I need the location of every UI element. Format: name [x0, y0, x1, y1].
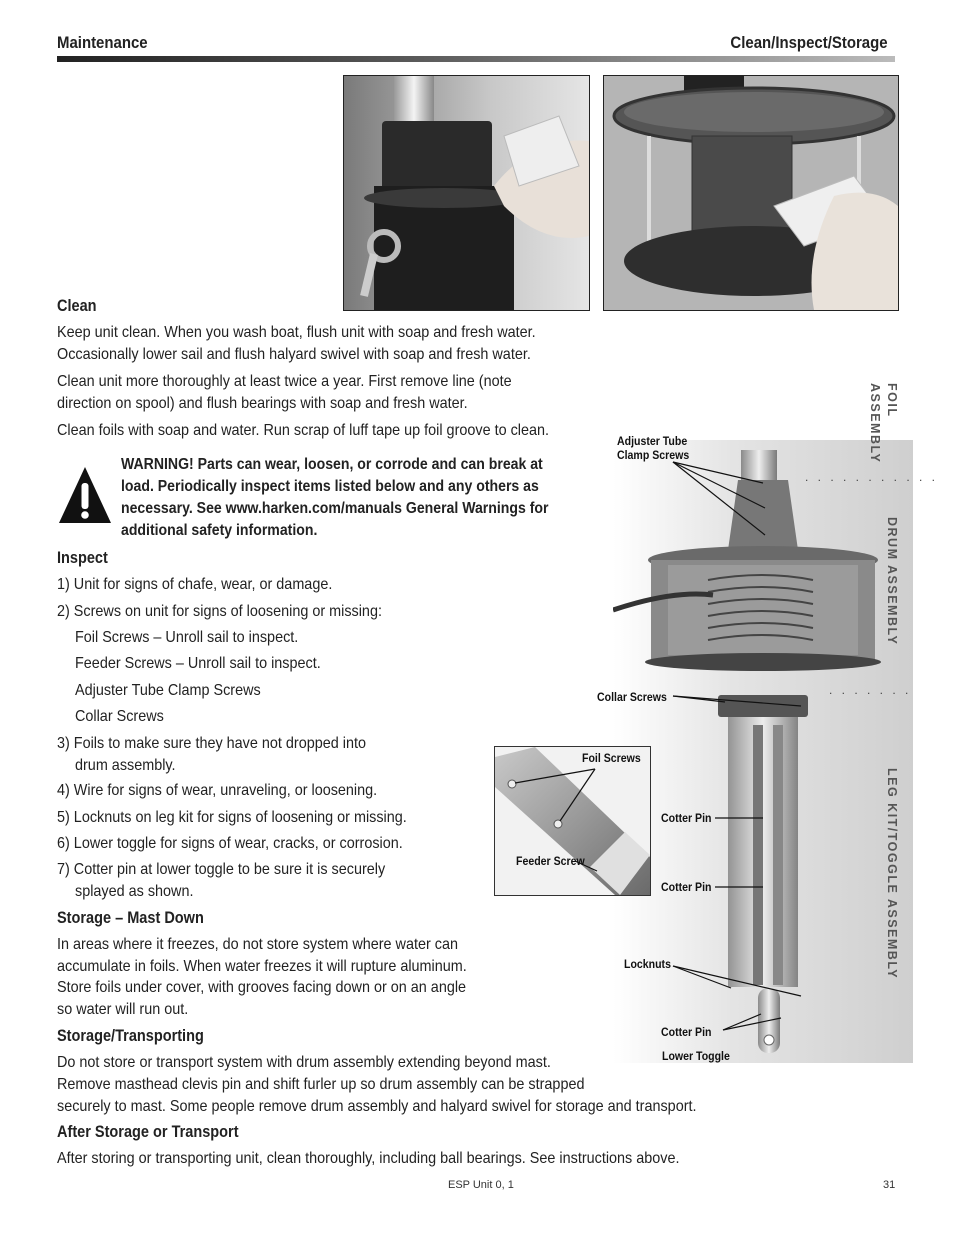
inspect-line-4: 4) Wire for signs of wear, unraveling, or loosening.: [57, 782, 378, 799]
inspect-heading: Inspect: [57, 549, 108, 567]
inspect-line-3b: drum assembly.: [75, 757, 176, 774]
label-foil-screws: Foil Screws: [582, 751, 641, 765]
inspect-line-2: 2) Screws on unit for signs of loosening or missing:: [57, 603, 382, 620]
clean-line-1: Keep unit clean. When you wash boat, flush unit with soap and fresh water.: [57, 324, 536, 341]
warning-triangle-icon: [57, 465, 113, 525]
inset-foil-screws: [494, 746, 651, 896]
divider-dots-2: . . . . . . .: [829, 683, 912, 697]
after-storage-heading: After Storage or Transport: [57, 1123, 239, 1141]
inspect-sub-collar: Collar Screws: [75, 708, 164, 725]
storage-down-heading: Storage – Mast Down: [57, 909, 204, 927]
footer-model: ESP Unit 0, 1: [448, 1179, 514, 1191]
label-locknuts: Locknuts: [624, 957, 671, 971]
storage-transport-line-3: securely to mast. Some people remove drum assembly and halyard swivel for storage and transport.: [57, 1098, 697, 1115]
photo-lubricating-foil-bearing: [343, 75, 590, 311]
inspect-line-1: 1) Unit for signs of chafe, wear, or damage.: [57, 576, 333, 593]
storage-down-line-2: accumulate in foils. When water freezes it will rupture aluminum.: [57, 958, 467, 975]
inspect-line-3a: 3) Foils to make sure they have not dropped into: [57, 735, 366, 752]
photo-lubricating-drum-bearing: [603, 75, 899, 311]
storage-down-line-1: In areas where it freezes, do not store system where water can: [57, 936, 458, 953]
inspect-line-7a: 7) Cotter pin at lower toggle to be sure it is securely: [57, 861, 386, 878]
clean-heading: Clean: [57, 297, 97, 315]
label-cotter-pin-upper: Cotter Pin: [661, 811, 712, 825]
label-adjuster-tube: Adjuster Tube: [617, 434, 688, 448]
after-storage-line: After storing or transporting unit, clean thoroughly, including ball bearings. See instructions above.: [57, 1150, 680, 1167]
inspect-sub-adjuster: Adjuster Tube Clamp Screws: [75, 682, 261, 699]
storage-down-line-3: Store foils under cover, with grooves facing down or on an angle: [57, 979, 467, 996]
divider-dots-1: . . . . . . . . . . .: [805, 470, 939, 484]
warning-line-2: load. Periodically inspect items listed below and any others as: [121, 478, 539, 495]
storage-transport-heading: Storage/Transporting: [57, 1027, 204, 1045]
label-lower-toggle: Lower Toggle: [662, 1049, 730, 1063]
clean-line-2: Occasionally lower sail and flush halyard swivel with soap and fresh water.: [57, 346, 531, 363]
warning-line-1: WARNING! Parts can wear, loosen, or corrode and can break at: [121, 456, 543, 473]
inspect-sub-foil: Foil Screws – Unroll sail to inspect.: [75, 629, 299, 646]
storage-transport-line-1: Do not store or transport system with drum assembly extending beyond mast.: [57, 1054, 551, 1071]
page-topic: Clean/Inspect/Storage: [730, 33, 888, 52]
side-label-assembly: ASSEMBLY: [868, 383, 882, 464]
section-title: Maintenance: [57, 33, 148, 52]
side-label-drum: DRUM ASSEMBLY: [885, 517, 899, 646]
inspect-sub-feeder: Feeder Screws – Unroll sail to inspect.: [75, 655, 321, 672]
warning-line-4: additional safety information.: [121, 522, 318, 539]
warning-line-3: necessary. See www.harken.com/manuals General Warnings for: [121, 500, 549, 517]
clean-line-5: Clean foils with soap and water. Run scrap of luff tape up foil groove to clean.: [57, 422, 550, 439]
label-feeder-screw: Feeder Screw: [516, 854, 585, 868]
clean-line-3: Clean unit more thoroughly at least twice a year. First remove line (note: [57, 373, 512, 390]
side-label-foil: FOIL: [885, 383, 899, 418]
inspect-line-6: 6) Lower toggle for signs of wear, cracks, or corrosion.: [57, 835, 403, 852]
page-number: 31: [883, 1179, 896, 1191]
inspect-line-7b: splayed as shown.: [75, 883, 194, 900]
label-clamp-screws: Clamp Screws: [617, 448, 690, 462]
side-label-leg-kit: LEG KIT/TOGGLE ASSEMBLY: [885, 768, 899, 980]
label-cotter-pin-middle: Cotter Pin: [661, 880, 712, 894]
label-collar-screws: Collar Screws: [597, 690, 667, 704]
storage-down-line-4: so water will run out.: [57, 1001, 189, 1018]
header-rule: [57, 56, 895, 62]
clean-line-4: direction on spool) and flush bearings with soap and fresh water.: [57, 395, 468, 412]
label-cotter-pin-lower: Cotter Pin: [661, 1025, 712, 1039]
storage-transport-line-2: Remove masthead clevis pin and shift furler up so drum assembly can be strapped: [57, 1076, 585, 1093]
inspect-line-5: 5) Locknuts on leg kit for signs of loosening or missing.: [57, 809, 407, 826]
